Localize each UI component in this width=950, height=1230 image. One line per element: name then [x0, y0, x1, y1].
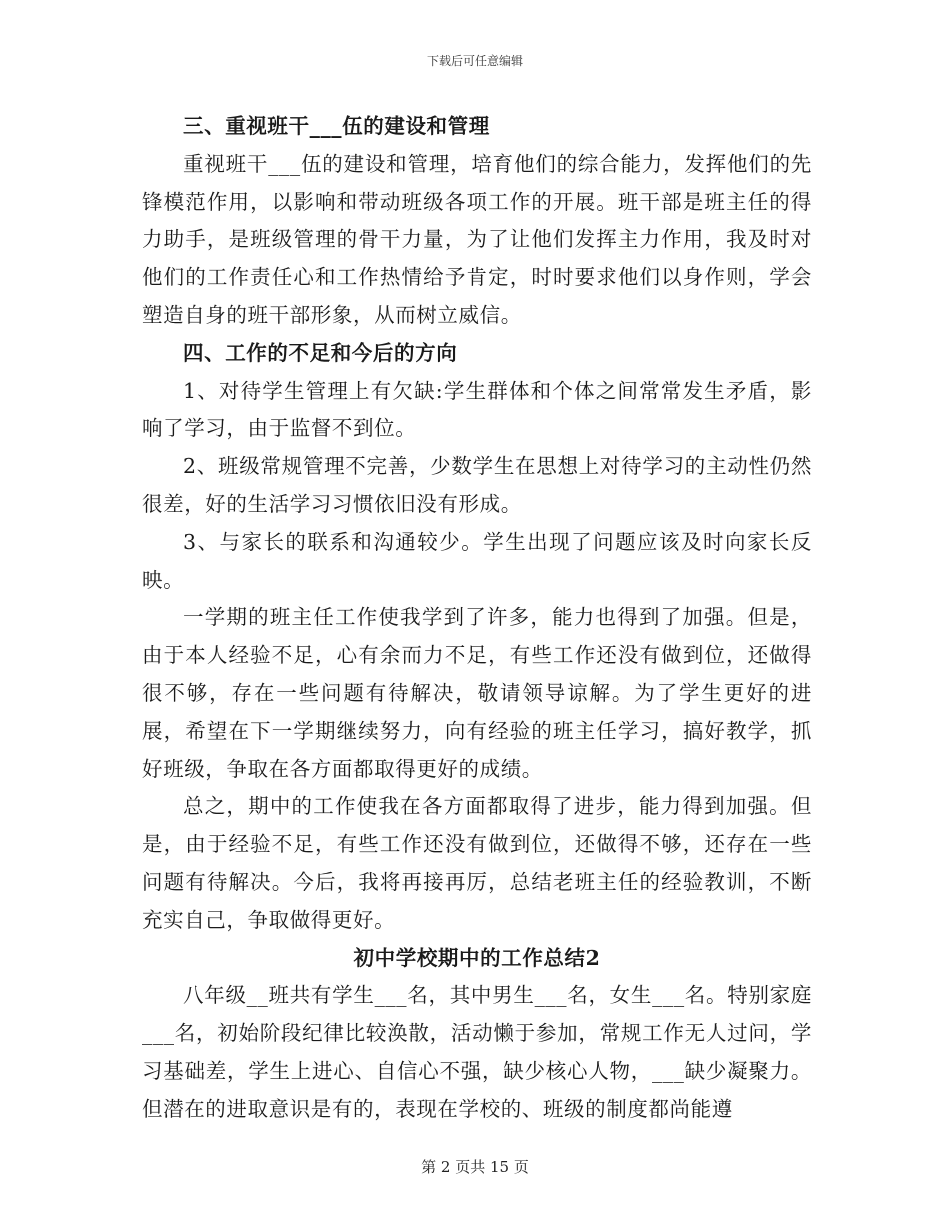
paragraph: 总之，期中的工作使我在各方面都取得了进步，能力得到加强。但是，由于经验不足，有些工作还没有做到位，还做得不够，还存在一些问题有待解决。今后，我将再接再厉，总结老班主任的经验教训，不断充实自己，争取做得更好。	[142, 794, 812, 932]
document-body	[142, 108, 812, 1129]
paragraph: 1、对待学生管理上有欠缺:学生群体和个体之间常常发生矛盾，影响了学习，由于监督不到位。	[142, 378, 812, 441]
document-title: 初中学校期中的工作总结2	[353, 945, 601, 970]
paragraph: 重视班干___伍的建设和管理，培育他们的综合能力，发挥他们的先锋模范作用，以影响和带动班级各项工作的开展。班干部是班主任的得力助手，是班级管理的骨干力量，为了让他们发挥主力作用，我及时对他们的工作责任心和工作热情给予肯定，时时要求他们以身作则，学会塑造自身的班干部形象，从而树立威信。	[142, 151, 812, 327]
page-footer: 第 2 页共 15 页	[421, 1158, 529, 1176]
paragraph: 一学期的班主任工作使我学到了许多，能力也得到了加强。但是，由于本人经验不足，心有余而力不足，有些工作还没有做到位，还做得很不够，存在一些问题有待解决，敬请领导谅解。为了学生更好的进展，希望在下一学期继续努力，向有经验的班主任学习，搞好教学，抓好班级，争取在各方面都取得更好的成绩。	[142, 605, 812, 781]
paragraph: 八年级__班共有学生___名，其中男生___名，女生___名。特别家庭___名，初始阶段纪律比较涣散，活动懒于参加，常规工作无人过问，学习基础差，学生上进心、自信心不强，缺少核心人物，___缺少凝聚力。但潜在的进取意识是有的，表现在学校的、班级的制度都尚能遵	[142, 983, 812, 1121]
page-header: 下载后可任意编辑	[426, 54, 523, 68]
paragraph: 2、班级常规管理不完善，少数学生在思想上对待学习的主动性仍然很差，好的生活学习习惯依旧没有形成。	[142, 454, 812, 516]
section-heading-4: 四、工作的不足和今后的方向	[183, 340, 458, 365]
section-heading-3: 三、重视班干___伍的建设和管理	[183, 114, 490, 138]
paragraph: 3、与家长的联系和沟通较少。学生出现了问题应该及时向家长反映。	[142, 529, 812, 592]
